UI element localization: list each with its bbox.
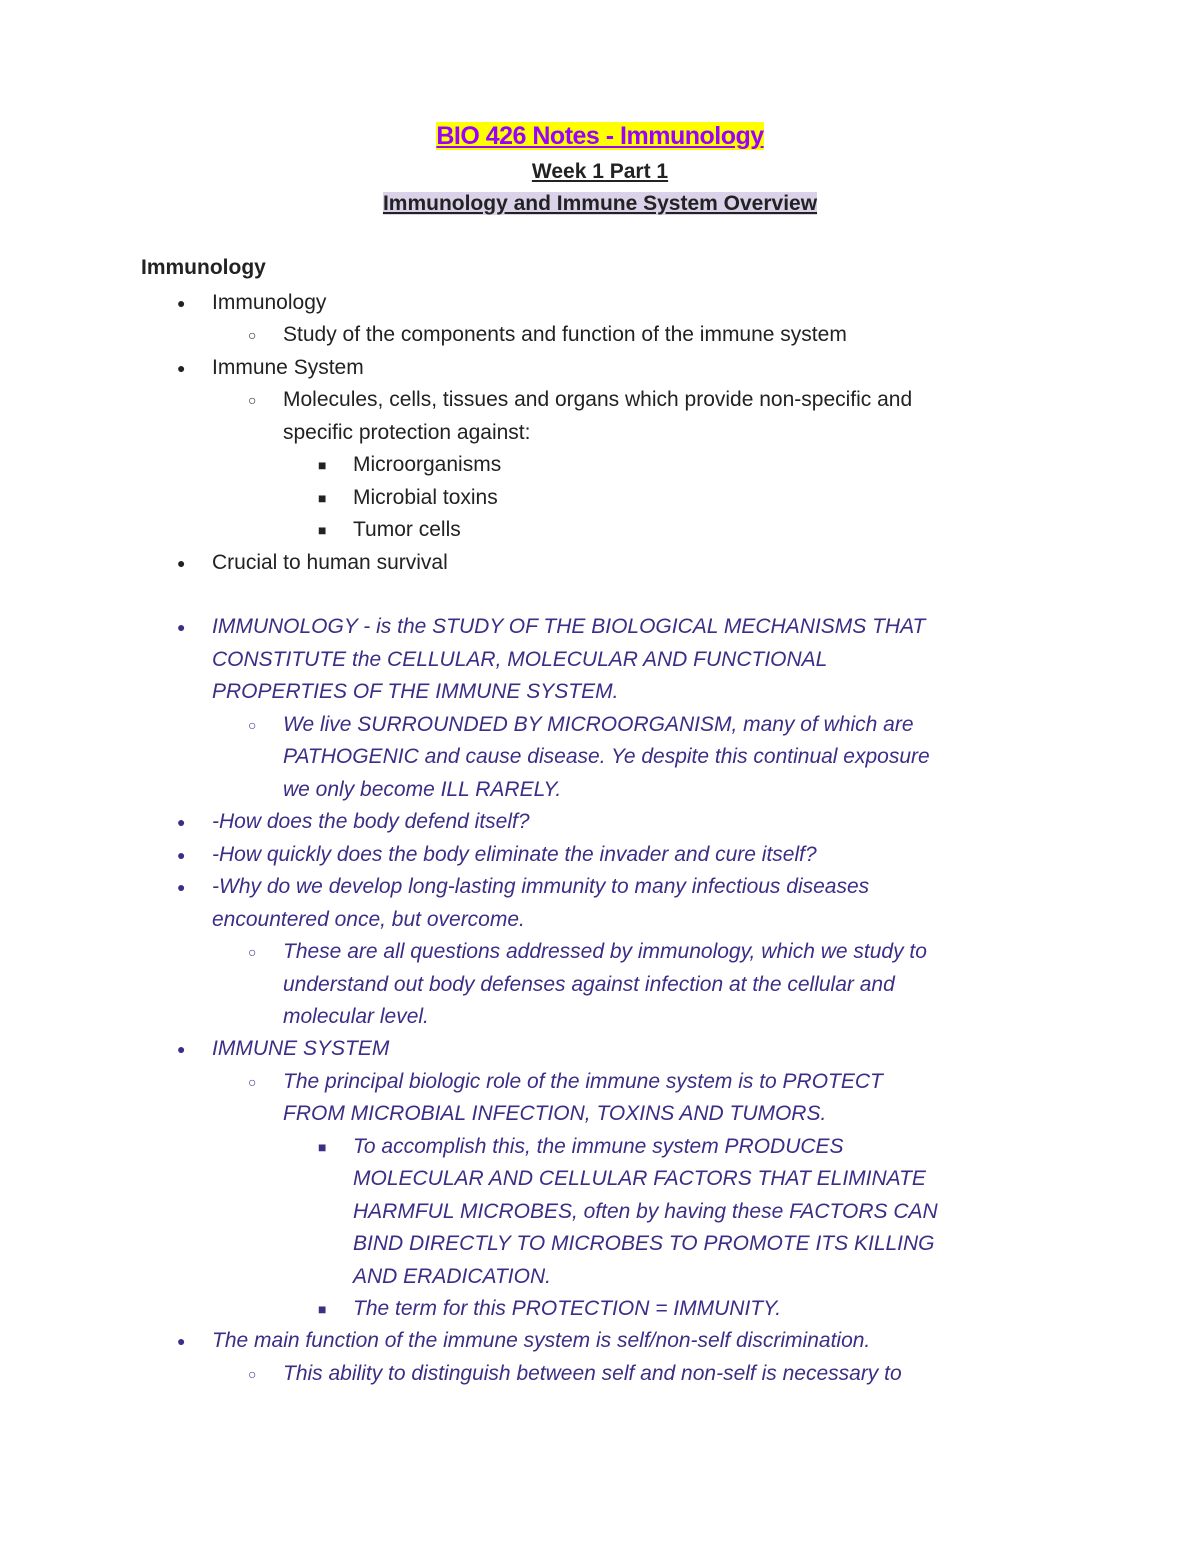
note-line: Molecules, cells, tissues and organs which provide non-specific and [283,388,913,411]
note-line: -How quickly does the body eliminate the invader and cure itself? [212,843,817,866]
note-line: understand out body defenses against infection at the cellular and [283,973,895,996]
bullet-marker: ● [177,847,186,863]
bullet-marker: ○ [248,392,257,408]
note-line: This ability to distinguish between self and non-self is necessary to [283,1362,902,1385]
note-line: Immune System [212,356,364,379]
note-line: Microbial toxins [353,486,498,509]
note-line: PROPERTIES OF THE IMMUNE SYSTEM. [212,680,619,703]
bullet-marker: ● [177,879,186,895]
note-line: specific protection against: [283,421,531,444]
note-line: AND ERADICATION. [353,1265,551,1288]
note-line: Crucial to human survival [212,551,448,574]
bullet-marker: ○ [248,1074,257,1090]
document-title: BIO 426 Notes - Immunology [436,122,764,150]
week-subtitle: Week 1 Part 1 [531,160,669,183]
note-line: BIND DIRECTLY TO MICROBES TO PROMOTE ITS KILLING [353,1232,935,1255]
note-line: Microorganisms [353,453,502,476]
note-line: We live SURROUNDED BY MICROORGANISM, many of which are [283,713,914,736]
bullet-marker: ○ [248,327,257,343]
document-title-row [0,122,1200,151]
note-line: FROM MICROBIAL INFECTION, TOXINS AND TUMORS. [283,1102,827,1125]
bullet-marker: ■ [318,1139,327,1155]
bullet-marker: ■ [318,457,327,473]
note-line: -Why do we develop long-lasting immunity to many infectious diseases [212,875,870,898]
note-line: HARMFUL MICROBES, often by having these FACTORS CAN [353,1200,938,1223]
bullet-marker: ● [177,1333,186,1349]
note-line: encountered once, but overcome. [212,908,525,931]
note-line: we only become ILL RARELY. [283,778,562,801]
note-line: Tumor cells [353,518,461,541]
bullet-marker: ■ [318,522,327,538]
bullet-marker: ● [177,1041,186,1057]
bullet-marker: ● [177,619,186,635]
note-line: The main function of the immune system is self/non-self discrimination. [212,1329,871,1352]
bullet-marker: ● [177,814,186,830]
note-line: The principal biologic role of the immune system is to PROTECT [283,1070,883,1093]
section-heading: Immunology [141,256,266,279]
note-line: Immunology [212,291,327,314]
overview-subtitle: Immunology and Immune System Overview [382,192,818,215]
note-line: MOLECULAR AND CELLULAR FACTORS THAT ELIMINATE [353,1167,926,1190]
bullet-marker: ● [177,555,186,571]
note-line: -How does the body defend itself? [212,810,530,833]
note-line: IMMUNE SYSTEM [212,1037,390,1060]
note-line: To accomplish this, the immune system PRODUCES [353,1135,844,1158]
week-subtitle-row [0,160,1200,184]
bullet-marker: ■ [318,490,327,506]
bullet-marker: ○ [248,717,257,733]
note-line: IMMUNOLOGY - is the STUDY OF THE BIOLOGICAL MECHANISMS THAT [212,615,926,638]
bullet-marker: ● [177,295,186,311]
note-line: Study of the components and function of the immune system [283,323,847,346]
overview-subtitle-row [0,192,1200,216]
bullet-marker: ○ [248,1366,257,1382]
note-line: The term for this PROTECTION = IMMUNITY. [353,1297,782,1320]
bullet-marker: ■ [318,1301,327,1317]
note-line: PATHOGENIC and cause disease. Ye despite this continual exposure [283,745,930,768]
note-line: molecular level. [283,1005,429,1028]
bullet-marker: ○ [248,944,257,960]
note-line: CONSTITUTE the CELLULAR, MOLECULAR AND FUNCTIONAL [212,648,828,671]
bullet-marker: ● [177,360,186,376]
note-line: These are all questions addressed by immunology, which we study to [283,940,927,963]
